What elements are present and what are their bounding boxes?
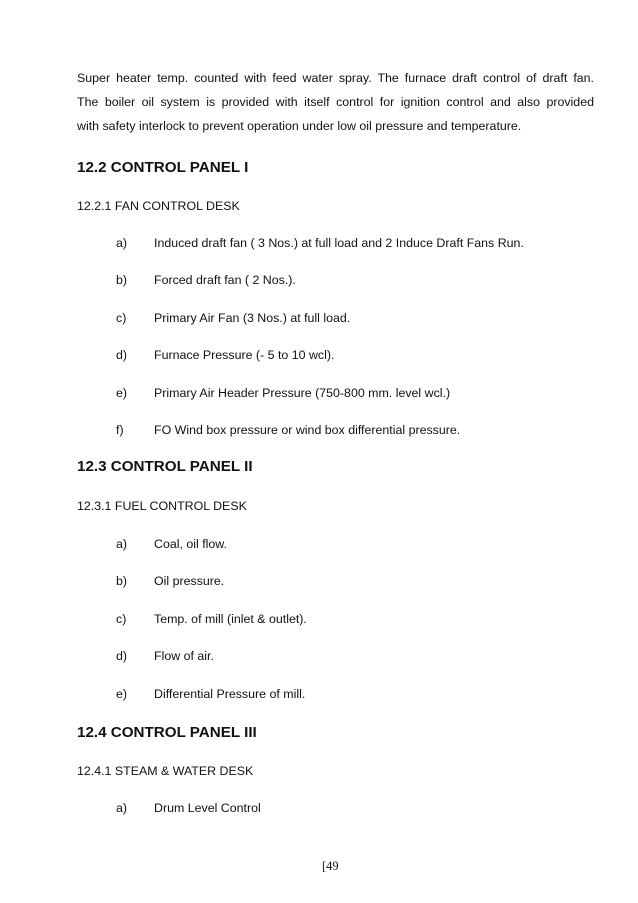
list-item [116, 236, 524, 250]
list-item-letter: c) [116, 311, 127, 325]
section-heading-12-3: 12.3 CONTROL PANEL II [77, 458, 253, 475]
list-item-letter: f) [116, 423, 124, 437]
page-number: [49 [322, 859, 339, 873]
list-item-text: Primary Air Header Pressure (750-800 mm. level wcl.) [154, 386, 451, 400]
list-item-letter: d) [116, 649, 128, 663]
list-item [116, 273, 296, 287]
list-item [116, 537, 227, 551]
list-item [116, 311, 350, 325]
section-heading-12-2: 12.2 CONTROL PANEL I [77, 159, 249, 176]
list-item-text: Differential Pressure of mill. [154, 687, 306, 701]
list-item-text: Forced draft fan ( 2 Nos.). [154, 273, 296, 287]
list-item [116, 801, 261, 815]
list-item-letter: e) [116, 687, 128, 701]
list-item-letter: a) [116, 801, 128, 815]
intro-line: with safety interlock to prevent operation under low oil pressure and temperature. [77, 119, 522, 133]
intro-paragraph [77, 66, 594, 138]
list-item [116, 423, 460, 437]
list-item [116, 612, 307, 626]
list-item-text: Primary Air Fan (3 Nos.) at full load. [154, 311, 351, 325]
list-item-text: Drum Level Control [154, 801, 261, 815]
subsection-heading-12-4-1: 12.4.1 STEAM & WATER DESK [77, 764, 254, 778]
list-item-text: Induced draft fan ( 3 Nos.) at full load and 2 Induce Draft Fans Run. [154, 236, 524, 250]
list-item [116, 348, 334, 362]
list-item [116, 386, 450, 400]
list-item-letter: e) [116, 386, 128, 400]
list-item-letter: d) [116, 348, 128, 362]
list-item-text: Coal, oil flow. [154, 537, 228, 551]
list-item-text: FO Wind box pressure or wind box differential pressure. [154, 423, 461, 437]
list-item-text: Furnace Pressure (- 5 to 10 wcl). [154, 348, 335, 362]
subsection-heading-12-2-1: 12.2.1 FAN CONTROL DESK [77, 199, 240, 213]
list-item [116, 649, 214, 663]
intro-line: Super heater temp. counted with feed water spray. The furnace draft control of draft fan. [77, 71, 594, 85]
list-item [116, 574, 224, 588]
list-item-letter: c) [116, 612, 127, 626]
list-item-letter: b) [116, 273, 128, 287]
list-item-letter: a) [116, 537, 128, 551]
list-item-letter: b) [116, 574, 128, 588]
list-item-letter: a) [116, 236, 128, 250]
list-item-text: Flow of air. [154, 649, 214, 663]
list-item [116, 687, 305, 701]
list-item-text: Oil pressure. [154, 574, 225, 588]
list-item-text: Temp. of mill (inlet & outlet). [154, 612, 307, 626]
subsection-heading-12-3-1: 12.3.1 FUEL CONTROL DESK [77, 499, 247, 513]
intro-line: The boiler oil system is provided with itself control for ignition control and also provided [77, 95, 594, 109]
section-heading-12-4: 12.4 CONTROL PANEL III [77, 724, 257, 741]
